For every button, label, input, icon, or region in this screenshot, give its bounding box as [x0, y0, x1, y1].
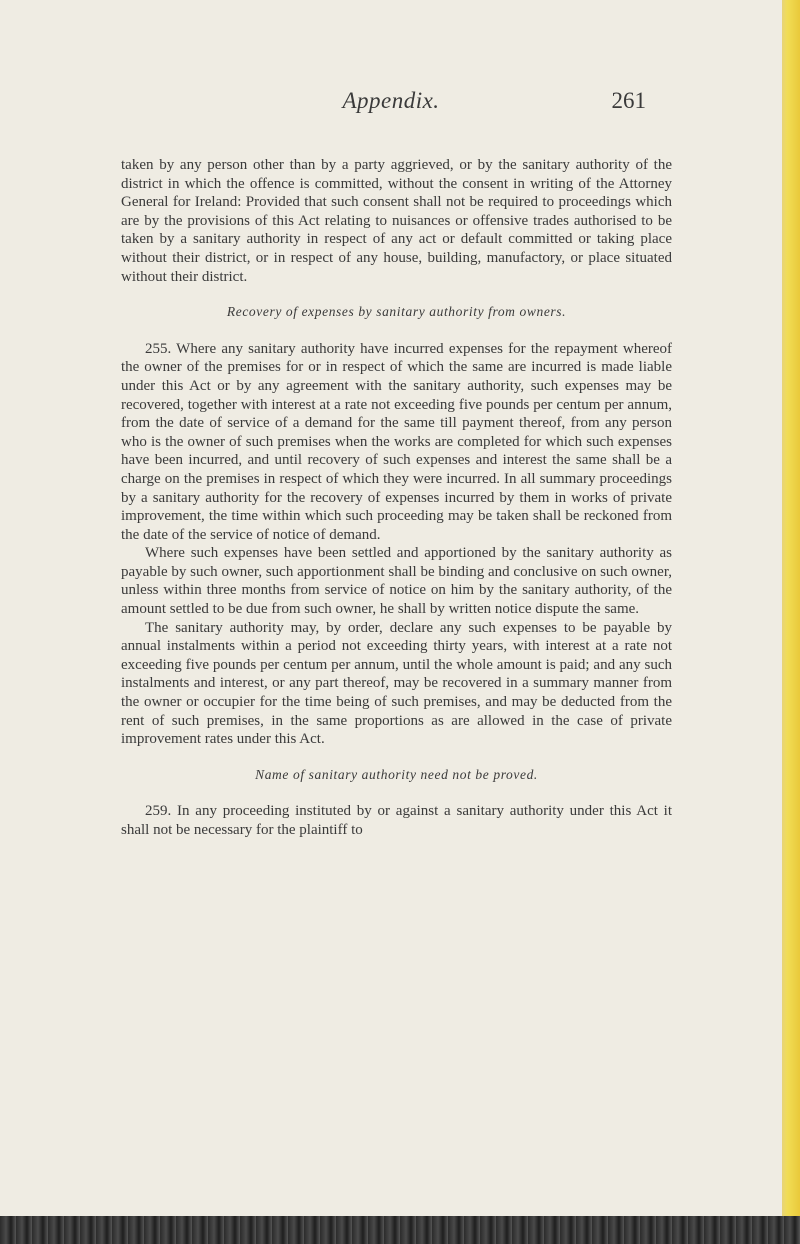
section-heading-recovery: Recovery of expenses by sanitary authority from owners. — [226, 304, 567, 320]
section-heading-name: Name of sanitary authority need not be proved. — [255, 766, 538, 782]
body-text — [121, 156, 672, 840]
page-header — [0, 88, 782, 136]
paragraph-instalments: The sanitary authority may, by order, declare any such expenses to be payable by annual instalments within a period not exceeding thirty years, with interest at a rate not exceeding five pounds per centum per annum, until the whole amount is paid; and any such instalments and interest, or any part thereof, may be recovered in a summary manner from the owner or occupier for the time being of such premises, and may be deducted from the rent of such premises, in the same proportions as are allowed in the case of private improvement rates under this Act. — [121, 619, 672, 748]
page-edge-right — [782, 0, 800, 1244]
paragraph-continuation: taken by any person other than by a party aggrieved, or by the sanitary authority of the district in which the offence is committed, without the consent in writing of the Attorney General for Ireland: Provided that such consent shall not be required to proceedings which are by the provisions of this Act relating to nuisances or offensive trades authorised to be taken by a sanitary authority in respect of any act or default committed or taking place without their district, or in respect of any house, building, manufactory, or place situated without their district. — [121, 157, 672, 285]
paragraph-259: 259. In any proceeding instituted by or against a sanitary authority under this Act it shall not be necessary for the plaintiff to — [121, 803, 672, 838]
paragraph-apportionment: Where such expenses have been settled and apportioned by the sanitary authority as payable by such owner, such apportionment shall be binding and conclusive on such owner, unless within three months from service of notice on him by the sanitary authority, of the amount settled to be due from such owner, he shall by written notice dispute the same. — [121, 545, 672, 618]
running-title: Appendix. — [342, 88, 440, 113]
page-number: 261 — [611, 88, 646, 113]
paragraph-255: 255. Where any sanitary authority have incurred expenses for the repayment whereof the owner of the premises for or in respect of which the same are incurred is made liable under this Act or by any agreement with the sanitary authority, such expenses may be recovered, together with interest at a rate not exceeding five pounds per centum per annum, from the date of service of a demand for the same till payment thereof, from any person who is the owner of such premises when the works are completed for which such expenses have been incurred, and until recovery of such expenses and interest the same shall be a charge on the premises in respect of which they were incurred. In all summary proceedings by a sanitary authority for the recovery of expenses incurred by them in works of private improvement, the time within which such proceeding may be taken shall be reckoned from the date of the service of notice of demand. — [121, 340, 672, 543]
page-edge-bottom — [0, 1216, 800, 1244]
